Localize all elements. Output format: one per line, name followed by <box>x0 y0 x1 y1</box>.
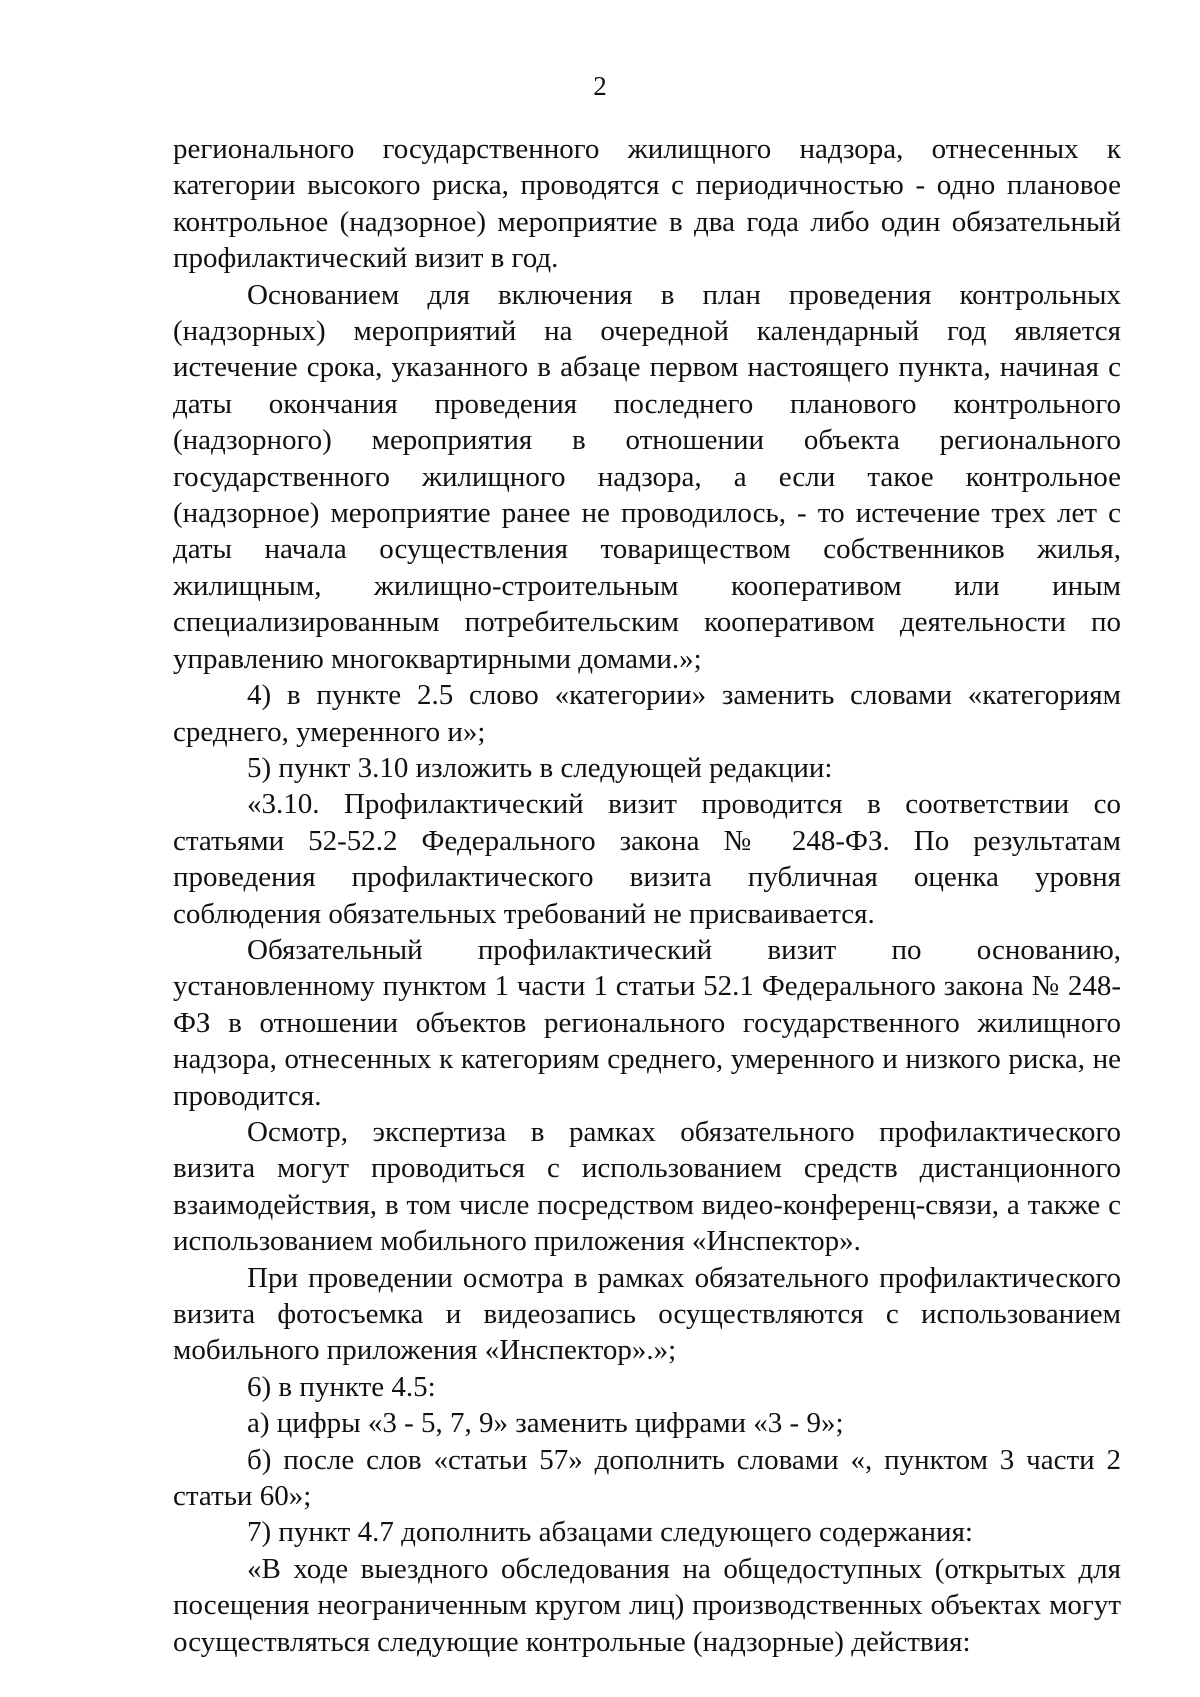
paragraph: Обязательный профилактический визит по основанию, установленному пунктом 1 части 1 статьи 52.1 Федерального закона № 248-ФЗ в отношении объектов регионального государственного жилищного надзора, отнесенных к категориям среднего, умеренного и низкого риска, не проводится. <box>173 933 1121 1112</box>
paragraph: б) после слов «статьи 57» дополнить словами «, пунктом 3 части 2 статьи 60»; <box>173 1443 1121 1513</box>
paragraph: 5) пункт 3.10 изложить в следующей редакции: <box>247 751 833 784</box>
paragraph: а) цифры «3 - 5, 7, 9» заменить цифрами «3 - 9»; <box>247 1407 844 1440</box>
paragraph: Осмотр, экспертиза в рамках обязательного профилактического визита могут проводиться с использованием средств дистанционного взаимодействия, в том числе посредством видео-конференц-связи, а также с использованием мобильного приложения «Инспектор». <box>173 1115 1121 1258</box>
paragraph: Основанием для включения в план проведения контрольных (надзорных) мероприятий на очередной календарный год является истечение срока, указанного в абзаце первом настоящего пункта, начиная с даты окончания проведения последнего планового контрольного (надзорного) мероприятия в отношении объекта регионального государственного жилищного надзора, а если такое контрольное (надзорное) мероприятие ранее не проводилось, - то истечение трех лет с даты начала осуществления товариществом собственников жилья, жилищным, жилищно-строительным кооперативом или иным специализированным потребительским кооперативом деятельности по управлению многоквартирными домами.»; <box>173 278 1121 675</box>
page-number: 2 <box>593 71 607 101</box>
paragraph: 4) в пункте 2.5 слово «категории» заменить словами «категориям среднего, умеренного и»; <box>173 679 1121 748</box>
paragraph: «3.10. Профилактический визит проводится в соответствии со статьями 52-52.2 Федерального закона № 248-ФЗ. По результатам проведения профилактического визита публичная оценка уровня соблюдения обязательных требований не присваивается. <box>173 788 1121 930</box>
document-body <box>173 131 1121 1660</box>
paragraph: 6) в пункте 4.5: <box>247 1370 436 1403</box>
paragraph: 7) пункт 4.7 дополнить абзацами следующего содержания: <box>247 1516 973 1549</box>
paragraph-continuation: регионального государственного жилищного надзора, отнесенных к категории высокого риска, проводятся с периодичностью - одно плановое контрольное (надзорное) мероприятие в два года либо один обязательный профилактический визит в год. <box>173 133 1121 275</box>
paragraph: «В ходе выездного обследования на общедоступных (открытых для посещения неограниченным кругом лиц) производственных объектах могут осуществляться следующие контрольные (надзорные) действия: <box>173 1552 1121 1658</box>
paragraph: При проведении осмотра в рамках обязательного профилактического визита фотосъемка и видеозапись осуществляются с использованием мобильного приложения «Инспектор».»; <box>173 1261 1121 1367</box>
